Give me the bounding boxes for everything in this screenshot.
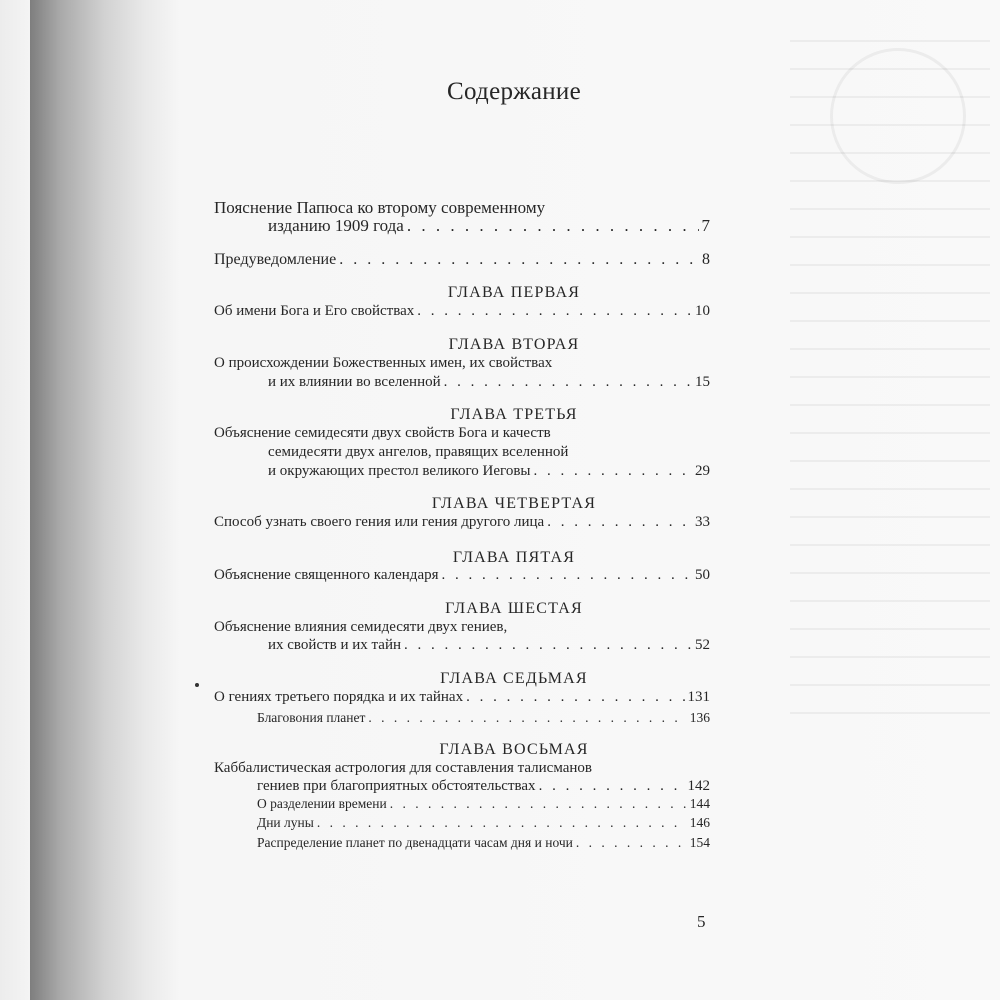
toc-page-number: 33 <box>695 514 710 530</box>
toc-entry-text: Способ узнать своего гения или гения другого лица <box>214 514 545 530</box>
toc-page-number: 142 <box>687 778 710 794</box>
toc-entry-text: их свойств и их тайн <box>268 637 401 653</box>
page-title: Содержание <box>447 78 581 105</box>
toc-entry-text: О разделении времени <box>257 796 387 811</box>
toc-subentry-ch8-1 <box>257 796 710 812</box>
chapter-heading-4: ГЛАВА ЧЕТВЕРТАЯ <box>431 495 597 512</box>
toc-entry-text: О гениях третьего порядка и их тайнах <box>214 689 464 705</box>
toc-entry-ch8-line1: Каббалистическая астрология для составления талисманов <box>214 760 592 776</box>
toc-entry-text: Распределение планет по двенадцати часам дня и ночи <box>257 835 573 850</box>
chapter-heading-7: ГЛАВА СЕДЬМАЯ <box>440 670 588 687</box>
toc-entry-ch6-line1: Объяснение влияния семидесяти двух гениев, <box>214 619 508 635</box>
dust-speck <box>195 683 199 687</box>
toc-entry-ch7 <box>214 689 710 706</box>
chapter-heading-1: ГЛАВА ПЕРВАЯ <box>447 284 581 301</box>
leader-dots <box>444 374 692 391</box>
toc-entry-ch8-line2 <box>257 778 710 795</box>
toc-entry-text: Объяснение священного календаря <box>214 567 439 583</box>
page-number: 5 <box>697 912 706 931</box>
toc-page-number: 29 <box>695 463 710 479</box>
toc-subentry-ch8-3 <box>257 835 710 851</box>
facing-page-edge <box>0 0 30 1000</box>
toc-entry-text: Предуведомление <box>214 251 337 268</box>
toc-entry-ch1 <box>214 303 710 320</box>
leader-dots <box>368 710 686 726</box>
toc-page-number: 15 <box>695 374 710 390</box>
toc-page-number: 146 <box>689 815 710 830</box>
toc-entry-text: Об имени Бога и Его свойствах <box>214 303 415 319</box>
toc-page-number: 136 <box>689 710 710 725</box>
toc-page-number: 131 <box>687 689 710 705</box>
toc-entry-ch3-line3 <box>268 463 710 480</box>
toc-subentry-ch8-2 <box>257 815 710 831</box>
leader-dots <box>390 796 687 812</box>
toc-entry-ch6-line2 <box>268 637 710 654</box>
toc-page-number: 7 <box>701 216 710 235</box>
leader-dots <box>317 815 687 831</box>
toc-page-number: 10 <box>695 303 710 319</box>
toc-entry-text: и их влиянии во вселенной <box>268 374 441 390</box>
leader-dots <box>547 514 692 531</box>
leader-dots <box>339 251 699 269</box>
toc-entry-intro-line1: Пояснение Папюса ко второму современному <box>214 198 546 217</box>
toc-entry-text: гениев при благоприятных обстоятельствах <box>257 778 536 794</box>
chapter-heading-5: ГЛАВА ПЯТАЯ <box>452 549 576 566</box>
leader-dots <box>417 303 692 320</box>
toc-entry-ch5 <box>214 567 710 584</box>
chapter-heading-2: ГЛАВА ВТОРАЯ <box>448 336 580 353</box>
toc-entry-text: и окружающих престол великого Иеговы <box>268 463 531 479</box>
leader-dots <box>404 637 692 654</box>
toc-page-number: 52 <box>695 637 710 653</box>
chapter-heading-3: ГЛАВА ТРЕТЬЯ <box>450 406 578 423</box>
toc-entry-text: изданию 1909 года <box>268 216 404 235</box>
leader-dots <box>442 567 693 584</box>
toc-entry-ch4 <box>214 514 710 531</box>
toc-entry-ch3-line2: семидесяти двух ангелов, правящих вселенной <box>268 444 569 460</box>
leader-dots <box>534 463 693 480</box>
toc-entry-intro-line2 <box>268 216 710 236</box>
show-through-seal <box>830 48 966 184</box>
chapter-heading-8: ГЛАВА ВОСЬМАЯ <box>439 741 589 758</box>
leader-dots <box>576 835 687 851</box>
chapter-heading-6: ГЛАВА ШЕСТАЯ <box>445 600 583 617</box>
leader-dots <box>407 216 699 236</box>
toc-entry-text: Благовония планет <box>257 710 366 725</box>
toc-entry-text: Дни луны <box>257 815 314 830</box>
toc-entry-ch3-line1: Объяснение семидесяти двух свойств Бога и качеств <box>214 425 551 441</box>
toc-entry-ch2-line2 <box>268 374 710 391</box>
toc-entry-foreword <box>214 251 710 269</box>
toc-page-number: 154 <box>689 835 710 850</box>
toc-page-number: 8 <box>702 251 710 268</box>
toc-subentry-ch7-1 <box>257 710 710 726</box>
toc-entry-ch2-line1: О происхождении Божественных имен, их свойствах <box>214 355 553 371</box>
toc-page-number: 50 <box>695 567 710 583</box>
leader-dots <box>539 778 685 795</box>
leader-dots <box>466 689 684 706</box>
toc-page-number: 144 <box>689 796 710 811</box>
